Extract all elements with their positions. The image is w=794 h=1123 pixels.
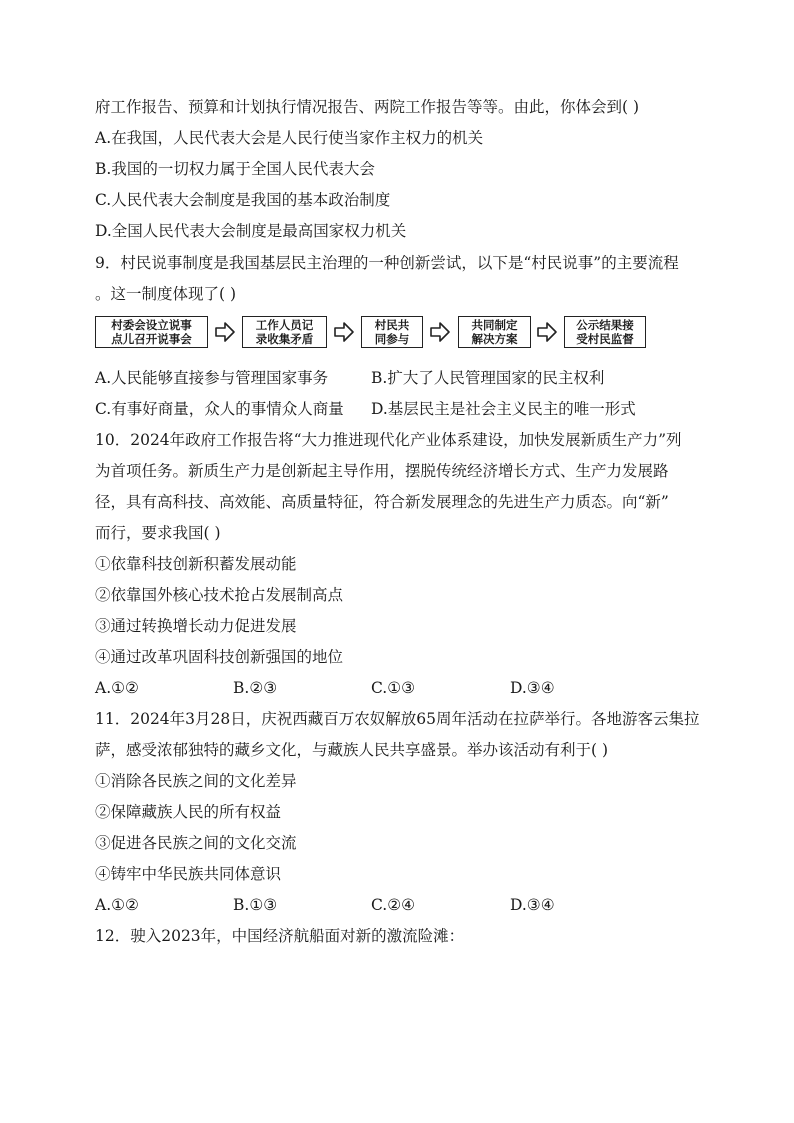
flow-step-4: 共同制定 解决方案 xyxy=(458,316,531,348)
q10-item-4: ④通过改革巩固科技创新强国的地位 xyxy=(95,648,344,666)
q11-choice-a: A.①② xyxy=(95,896,139,914)
right-arrow-icon xyxy=(429,321,451,343)
flow-step-5: 公示结果接 受村民监督 xyxy=(564,316,646,348)
q11-stem-line1: 11．2024年3月28日，庆祝西藏百万农奴解放65周年活动在拉萨举行。各地游客云集拉 xyxy=(95,710,700,728)
q10-stem-line3: 径，具有高科技、高效能、高质量特征，符合新发展理念的先进生产力质态。向“新” xyxy=(95,493,669,511)
flow-step-3: 村民共 同参与 xyxy=(361,316,423,348)
q10-stem-line4: 而行，要求我国( ) xyxy=(95,524,221,542)
q10-item-3: ③通过转换增长动力促进发展 xyxy=(95,617,297,635)
q11-item-4: ④铸牢中华民族共同体意识 xyxy=(95,865,282,883)
q10-stem-line2: 为首项任务。新质生产力是创新起主导作用，摆脱传统经济增长方式、生产力发展路 xyxy=(95,462,669,480)
q11-item-1: ①消除各民族之间的文化差异 xyxy=(95,772,297,790)
q10-item-2: ②依靠国外核心技术抢占发展制高点 xyxy=(95,586,344,604)
q8-continuation: 府工作报告、预算和计划执行情况报告、两院工作报告等等。由此，你体会到( ) xyxy=(95,98,640,116)
right-arrow-icon xyxy=(333,321,355,343)
q11-item-2: ②保障藏族人民的所有权益 xyxy=(95,803,282,821)
q10-choice-c: C.①③ xyxy=(371,679,416,697)
q8-option-d: D.全国人民代表大会制度是最高国家权力机关 xyxy=(95,222,407,240)
q11-choice-b: B.①③ xyxy=(233,896,278,914)
q9-option-b: B.扩大了人民管理国家的民主权利 xyxy=(371,369,605,387)
q10-choice-a: A.①② xyxy=(95,679,139,697)
q10-item-1: ①依靠科技创新积蓄发展动能 xyxy=(95,555,297,573)
q9-stem-line2: 。这一制度体现了( ) xyxy=(95,285,237,303)
q11-stem-line2: 萨，感受浓郁独特的藏乡文化，与藏族人民共享盛景。举办该活动有利于( ) xyxy=(95,741,609,759)
q12-stem-line1: 12．驶入2023年，中国经济航船面对新的激流险滩： xyxy=(95,927,465,945)
q9-option-a: A.人民能够直接参与管理国家事务 xyxy=(95,369,329,387)
q11-item-3: ③促进各民族之间的文化交流 xyxy=(95,834,297,852)
flow-step-1: 村委会设立说事 点儿召开说事会 xyxy=(95,316,208,348)
q8-option-c: C.人民代表大会制度是我国的基本政治制度 xyxy=(95,191,391,209)
q10-choice-b: B.②③ xyxy=(233,679,278,697)
q9-stem-line1: 9．村民说事制度是我国基层民主治理的一种创新尝试，以下是“村民说事”的主要流程 xyxy=(95,254,679,272)
q10-stem-line1: 10．2024年政府工作报告将“大力推进现代化产业体系建设，加快发展新质生产力”列 xyxy=(95,431,682,449)
q11-choice-c: C.②④ xyxy=(371,896,416,914)
right-arrow-icon xyxy=(536,321,558,343)
q9-flowchart xyxy=(95,313,650,353)
q9-option-d: D.基层民主是社会主义民主的唯一形式 xyxy=(371,400,636,418)
right-arrow-icon xyxy=(214,321,236,343)
q11-choice-d: D.③④ xyxy=(510,896,555,914)
q10-choice-d: D.③④ xyxy=(510,679,555,697)
q8-option-b: B.我国的一切权力属于全国人民代表大会 xyxy=(95,160,375,178)
q8-option-a: A.在我国，人民代表大会是人民行使当家作主权力的机关 xyxy=(95,129,484,147)
q9-option-c: C.有事好商量，众人的事情众人商量 xyxy=(95,400,344,418)
flow-step-2: 工作人员记 录收集矛盾 xyxy=(242,316,327,348)
